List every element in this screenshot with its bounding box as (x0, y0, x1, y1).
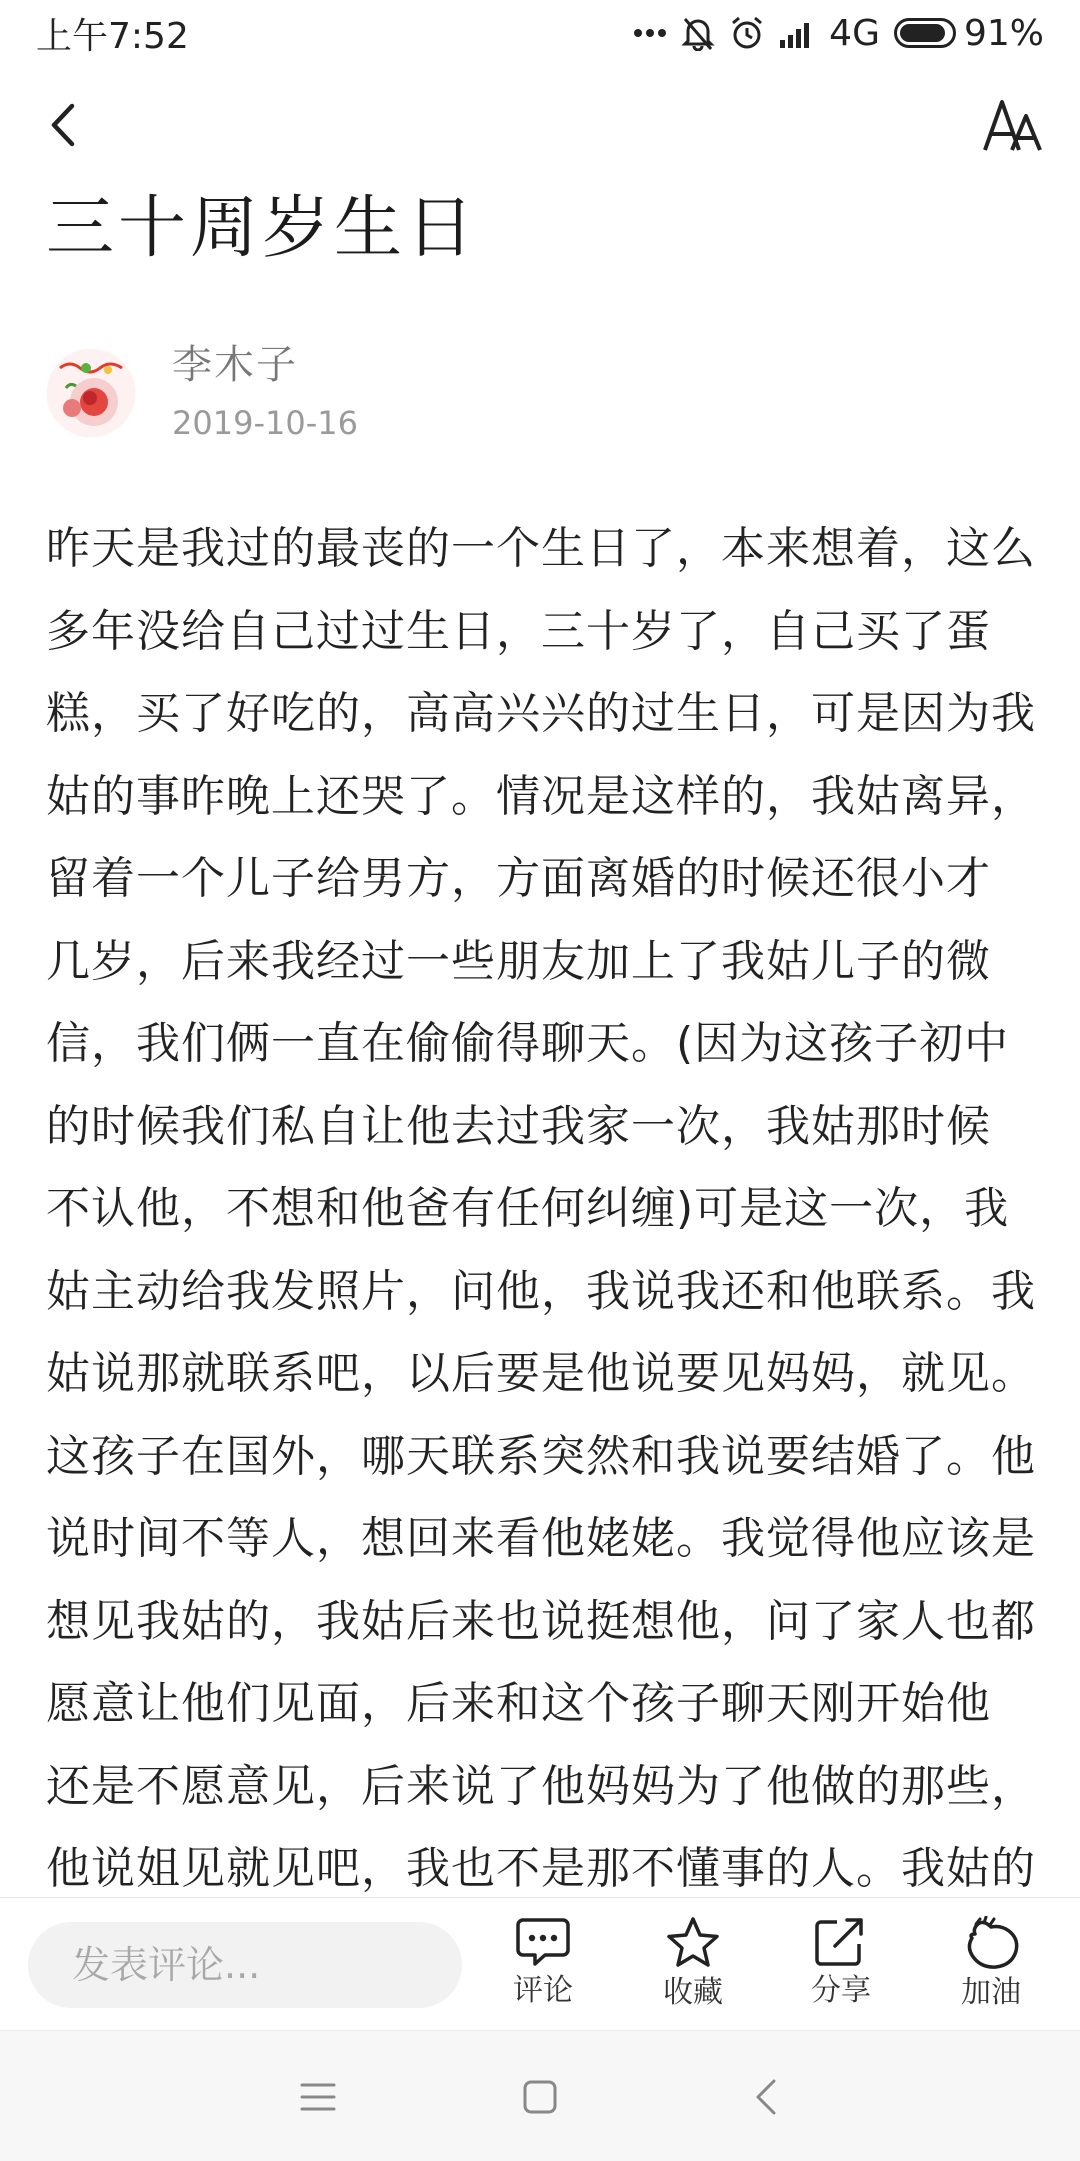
cheer-label: 加油 (961, 1975, 1021, 2010)
action-bar (0, 1897, 1080, 2031)
battery (894, 13, 1044, 54)
share-button[interactable] (786, 1916, 896, 2026)
comment-input[interactable] (28, 1922, 462, 2008)
body-line: 想见我姑的，我姑后来也说挺想他，问了家人也都 (46, 1595, 1036, 1647)
font-size-icon[interactable] (982, 96, 1048, 156)
body-line: 留着一个儿子给男方，方面离婚的时候还很小才 (46, 853, 991, 904)
star-icon (665, 1916, 721, 1970)
favorite-label: 收藏 (663, 1975, 723, 2010)
author-info (172, 339, 358, 447)
body-line: 说时间不等人，想回来看他姥姥。我觉得他应该是 (46, 1513, 1036, 1564)
body-line: 糕，买了好吃的，高高兴兴的过生日，可是因为我 (46, 688, 1036, 739)
status-icons (633, 13, 1044, 54)
article-title: 三十周岁生日 (46, 189, 479, 268)
system-nav-bar (0, 2030, 1080, 2161)
body-line: 愿意让他们见面，后来和这个孩子聊天刚开始他 (46, 1678, 991, 1729)
body-line: 昨天是我过的最丧的一个生日了，本来想着，这么 (46, 523, 1036, 574)
body-line: 他说姐见就见吧，我也不是那不懂事的人。我姑的 (46, 1843, 1036, 1894)
menu-lines-icon[interactable] (294, 2073, 342, 2121)
body-line: 信，我们俩一直在偷偷得聊天。(因为这孩子初中 (46, 1018, 1010, 1069)
body-line: 多年没给自己过过生日，三十岁了，自己买了蛋 (46, 605, 991, 657)
mute-bell-icon (681, 15, 715, 51)
alarm-icon (729, 15, 765, 51)
author-name[interactable]: 李木子 (172, 342, 298, 388)
body-line: 几岁，后来我经过一些朋友加上了我姑儿子的微 (46, 935, 991, 987)
comment-bubble-icon (515, 1916, 571, 1968)
body-line: 这孩子在国外，哪天联系突然和我说要结婚了。他 (46, 1430, 1036, 1482)
status-time: 上午7:52 (36, 15, 189, 57)
back-arrow-icon[interactable] (40, 100, 90, 150)
publish-date: 2019-10-16 (172, 404, 358, 442)
cheer-fist-icon (962, 1916, 1020, 1970)
body-line: 还是不愿意见，后来说了他妈妈为了他做的那些， (46, 1760, 1036, 1812)
body-line: 不认他，不想和他爸有任何纠缠)可是这一次，我 (46, 1183, 1010, 1234)
avatar-rose-icon[interactable] (46, 348, 136, 438)
top-nav (0, 90, 1080, 160)
battery-icon (894, 18, 956, 48)
more-dots-icon (633, 28, 667, 38)
author-block (46, 338, 358, 448)
status-bar (0, 0, 1080, 66)
home-square-icon[interactable] (516, 2073, 564, 2121)
network-type: 4G (829, 12, 880, 54)
comment-label: 评论 (513, 1973, 573, 2008)
favorite-button[interactable] (638, 1916, 748, 2026)
cheer-button[interactable] (936, 1916, 1046, 2026)
body-line: 姑主动给我发照片，问他，我说我还和他联系。我 (46, 1265, 1036, 1317)
body-line: 的时候我们私自让他去过我家一次，我姑那时候 (46, 1100, 991, 1152)
system-back-icon[interactable] (744, 2073, 792, 2121)
body-line: 姑的事昨晚上还哭了。情况是这样的，我姑离异， (46, 770, 1036, 822)
battery-percent: 91% (963, 12, 1044, 54)
comment-button[interactable] (488, 1916, 598, 2026)
body-line: 姑说那就联系吧，以后要是他说要见妈妈，就见。 (46, 1348, 1036, 1399)
share-label: 分享 (811, 1973, 871, 2008)
article-body (46, 508, 1040, 1898)
signal-icon (779, 18, 815, 48)
share-icon (813, 1916, 869, 1968)
